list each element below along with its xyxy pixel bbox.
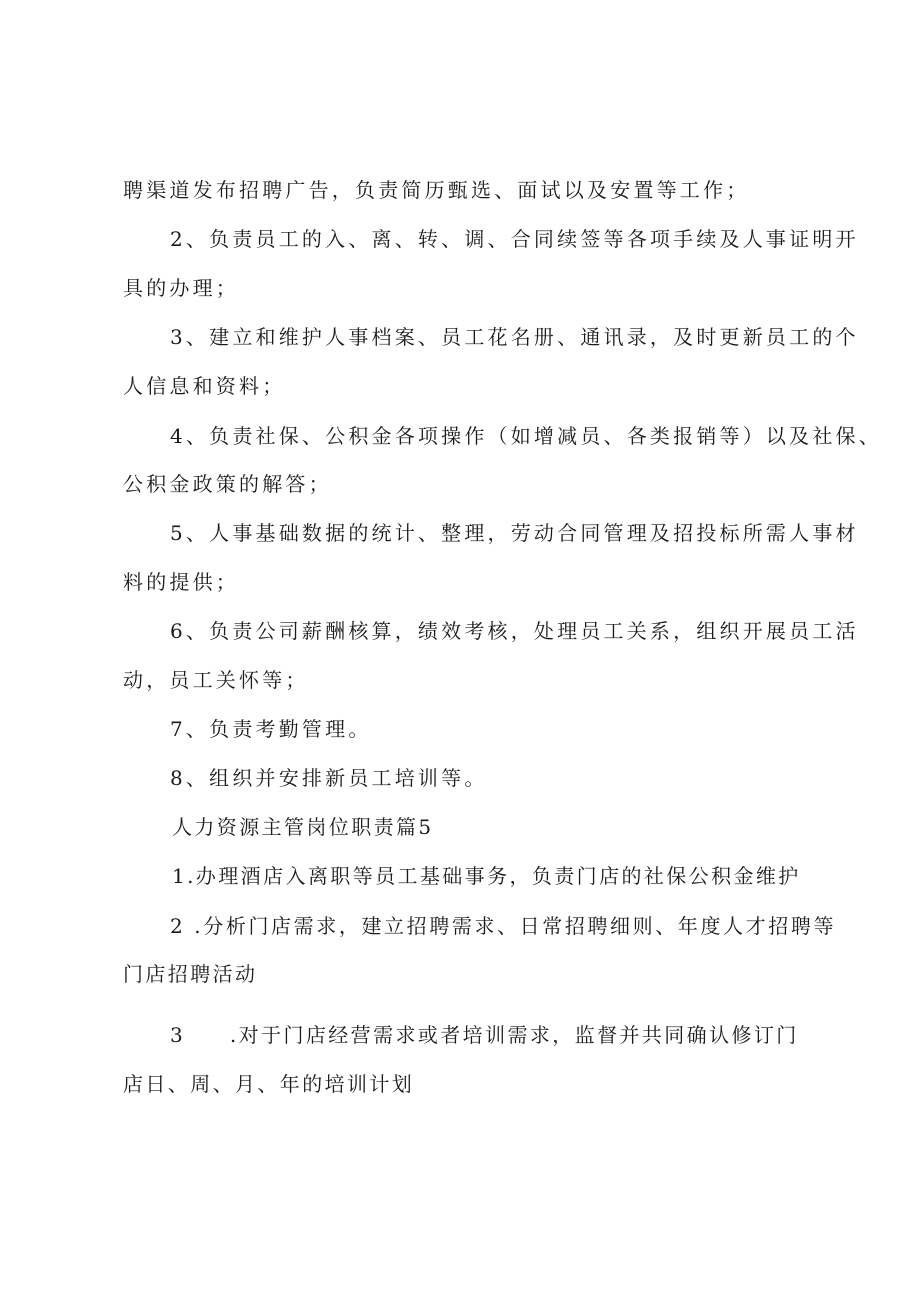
text-line-section-item-3-cont: 店日、周、月、年的培训计划	[123, 1072, 415, 1096]
section-heading: 人力资源主管岗位职责篇5	[172, 815, 434, 839]
text-line-item-7: 7、负责考勤管理。	[170, 717, 372, 741]
text-line-item-8: 8、组织并安排新员工培训等。	[170, 766, 488, 790]
text-line-item-4: 4、负责社保、公积金各项操作（如增减员、各类报销等）以及社保、	[170, 424, 882, 448]
text-line-item-6-cont: 动，员工关怀等；	[123, 668, 309, 692]
text-line-item-2: 2、负责员工的入、离、转、调、合同续签等各项手续及人事证明开	[170, 227, 859, 251]
text-line-item-5: 5、人事基础数据的统计、整理，劳动合同管理及招投标所需人事材	[170, 521, 859, 545]
text-line-recruitment-channels: 聘渠道发布招聘广告，负责简历甄选、面试以及安置等工作；	[123, 178, 750, 202]
text-line-section-item-3: 3 .对于门店经营需求或者培训需求，监督并共同确认修订门	[170, 1023, 799, 1047]
text-line-section-item-2-cont: 门店招聘活动	[123, 962, 258, 986]
text-line-section-item-2: 2 .分析门店需求，建立招聘需求、日常招聘细则、年度人才招聘等	[170, 914, 837, 938]
text-line-item-4-cont: 公积金政策的解答；	[123, 472, 332, 496]
text-line-item-2-cont: 具的办理；	[123, 276, 239, 300]
text-line-item-3: 3、建立和维护人事档案、员工花名册、通讯录，及时更新员工的个	[170, 325, 859, 349]
text-line-item-5-cont: 料的提供；	[123, 570, 239, 594]
text-line-section-item-1: 1.办理酒店入离职等员工基础事务，负责门店的社保公积金维护	[172, 864, 801, 888]
text-line-item-3-cont: 人信息和资料；	[123, 374, 286, 398]
text-line-item-6: 6、负责公司薪酬核算，绩效考核，处理员工关系，组织开展员工活	[170, 619, 859, 643]
